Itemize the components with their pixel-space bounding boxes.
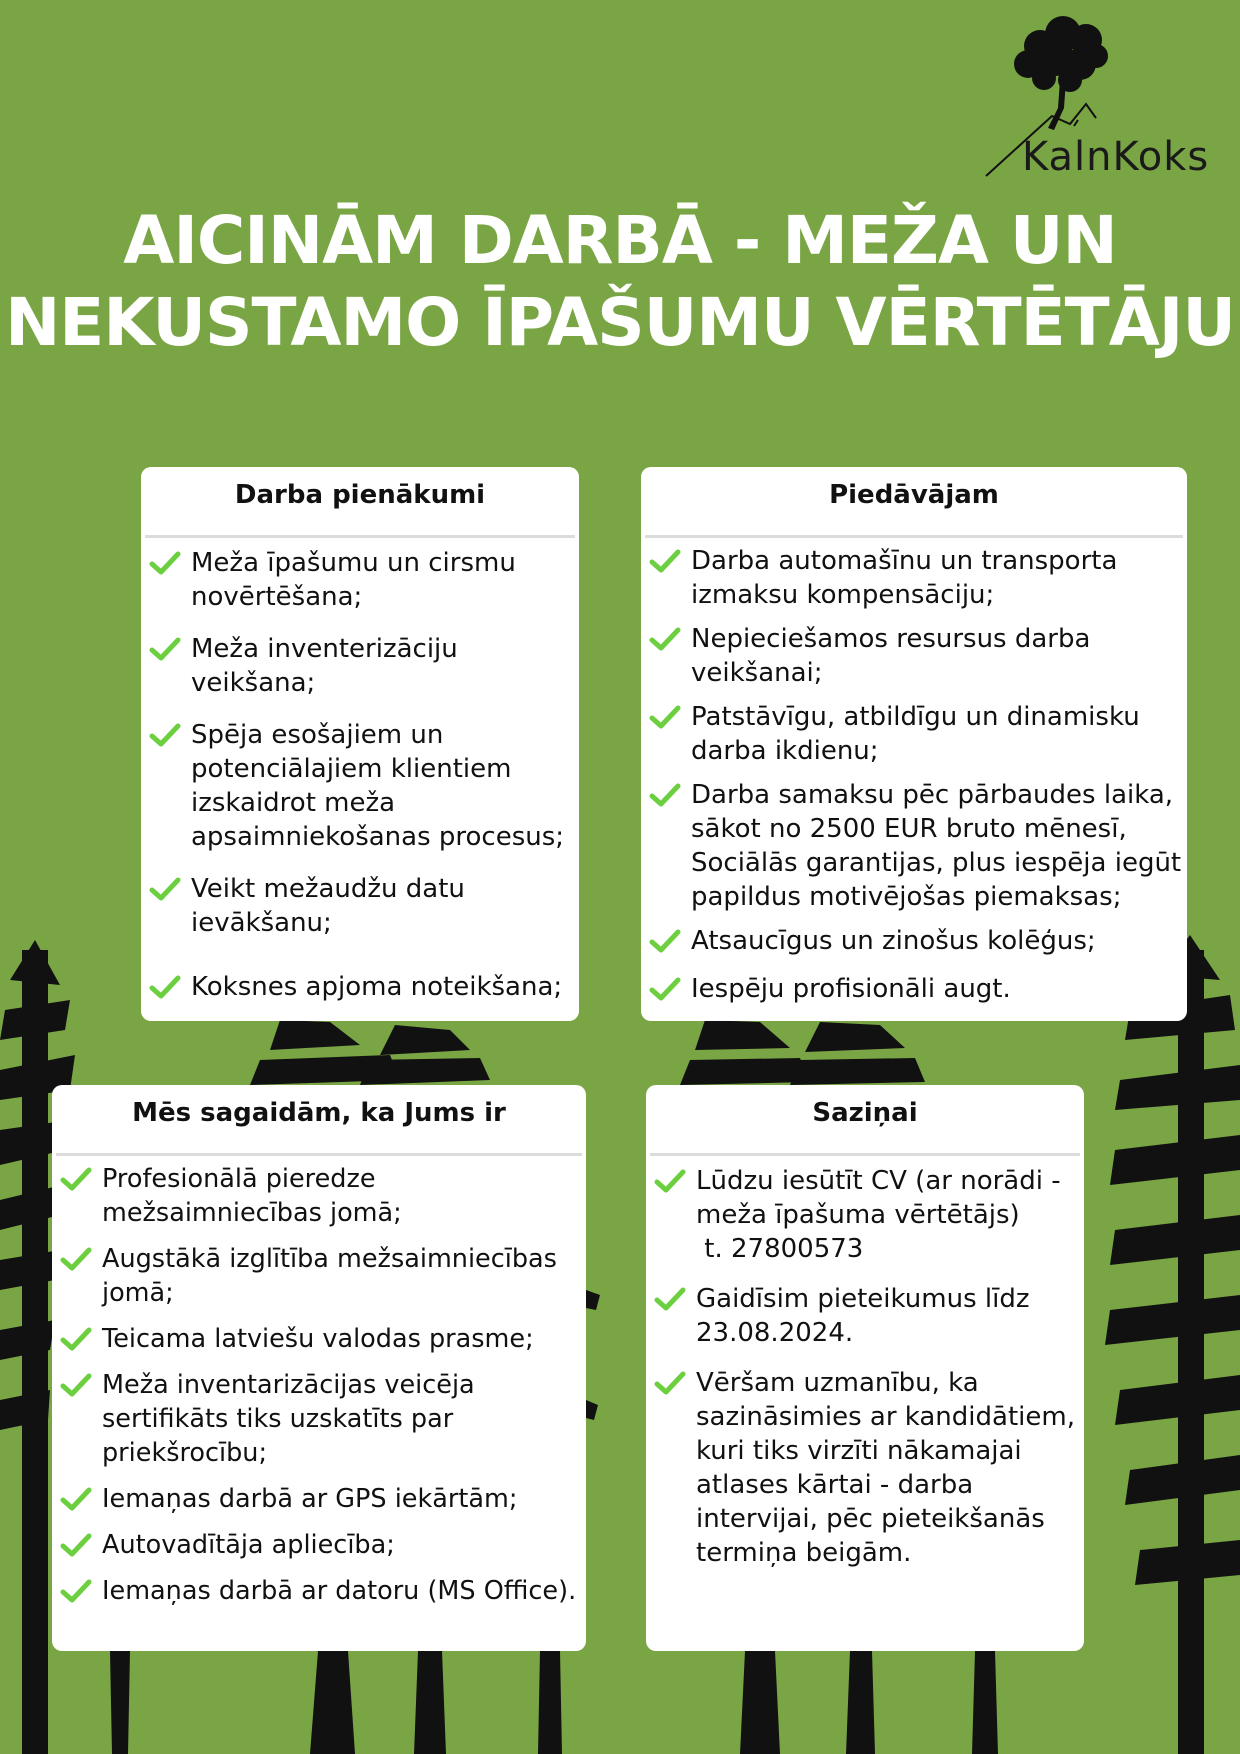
item-text: izskaidrot meža <box>191 788 396 818</box>
check-icon <box>649 626 681 652</box>
item-text: mežsaimniecības jomā; <box>102 1198 402 1228</box>
check-icon <box>149 974 181 1000</box>
requirements-list <box>52 1156 586 1608</box>
check-icon <box>649 704 681 730</box>
title-line-2: NEKUSTAMO ĪPAŠUMU VĒRTĒTĀJU <box>5 284 1235 361</box>
check-icon <box>60 1486 92 1512</box>
list-item <box>641 700 1179 768</box>
list-item <box>141 872 569 940</box>
list-item <box>141 970 569 1004</box>
check-icon <box>649 548 681 574</box>
duties-card <box>141 467 579 1021</box>
list-item <box>52 1482 580 1516</box>
check-icon <box>60 1372 92 1398</box>
item-text: Koksnes apjoma noteikšana; <box>191 972 563 1002</box>
item-text: kuri tiks virzīti nākamajai <box>696 1436 1022 1466</box>
check-icon <box>649 928 681 954</box>
item-text: termiņa beigām. <box>696 1538 912 1568</box>
item-text: Darba samaksu pēc pārbaudes laika, <box>691 780 1174 810</box>
item-text: intervijai, pēc pieteikšanās <box>696 1504 1045 1534</box>
item-text: Meža īpašumu un cirsmu <box>191 548 516 578</box>
item-text: Iemaņas darbā ar GPS iekārtām; <box>102 1484 518 1514</box>
item-text: sākot no 2500 EUR bruto mēnesī, <box>691 814 1127 844</box>
item-text: Atsaucīgus un zinošus kolēģus; <box>691 926 1096 956</box>
list-item <box>141 718 569 854</box>
item-text: Teicama latviešu valodas prasme; <box>102 1324 534 1354</box>
title-line-1: AICINĀM DARBĀ - MEŽA UN <box>123 202 1117 279</box>
item-text: jomā; <box>102 1278 174 1308</box>
list-item <box>646 1366 1074 1570</box>
item-text: meža īpašuma vērtētājs) <box>696 1200 1020 1230</box>
item-text: izmaksu kompensāciju; <box>691 580 995 610</box>
list-item <box>52 1322 580 1356</box>
list-item <box>52 1368 580 1470</box>
item-text: Darba automašīnu un transporta <box>691 546 1118 576</box>
item-text: sazināsimies ar kandidātiem, <box>696 1402 1075 1432</box>
list-item <box>141 546 569 614</box>
card-title: Piedāvājam <box>645 467 1183 538</box>
item-text: ievākšanu; <box>191 908 332 938</box>
list-item <box>641 544 1179 612</box>
list-item <box>641 924 1179 958</box>
item-text: Autovadītāja apliecība; <box>102 1530 395 1560</box>
item-text: Sociālās garantijas, plus iespēja iegūt <box>691 848 1182 878</box>
list-item <box>646 1164 1074 1266</box>
offer-card <box>641 467 1187 1021</box>
item-text: Augstākā izglītība mežsaimniecības <box>102 1244 557 1274</box>
list-item <box>641 622 1179 690</box>
item-text: Profesionālā pieredze <box>102 1164 376 1194</box>
check-icon <box>649 976 681 1002</box>
item-text: Lūdzu iesūtīt CV (ar norādi - <box>696 1166 1061 1196</box>
list-item <box>641 972 1179 1006</box>
duties-list <box>141 538 579 1004</box>
check-icon <box>60 1578 92 1604</box>
check-icon <box>649 782 681 808</box>
item-text: veikšana; <box>191 668 316 698</box>
brand-logo: KalnKoks <box>1022 134 1210 180</box>
check-icon <box>149 550 181 576</box>
item-text: Meža inventerizāciju <box>191 634 458 664</box>
check-icon <box>60 1246 92 1272</box>
card-title: Mēs sagaidām, ka Jums ir <box>56 1085 582 1156</box>
item-text: Iespēju profisionāli augt. <box>691 974 1011 1004</box>
item-text: Meža inventarizācijas veicēja <box>102 1370 475 1400</box>
check-icon <box>60 1532 92 1558</box>
check-icon <box>149 722 181 748</box>
item-text: priekšrocību; <box>102 1438 268 1468</box>
list-item <box>141 632 569 700</box>
item-text: potenciālajiem klientiem <box>191 754 512 784</box>
deadline-date: 23.08.2024. <box>696 1318 854 1348</box>
item-text: Patstāvīgu, atbildīgu un dinamisku <box>691 702 1140 732</box>
list-item <box>52 1242 580 1310</box>
item-text: Gaidīsim pieteikumus līdz <box>696 1284 1030 1314</box>
check-icon <box>654 1370 686 1396</box>
list-item <box>52 1162 580 1230</box>
check-icon <box>149 636 181 662</box>
list-item <box>641 778 1182 914</box>
item-text: veikšanai; <box>691 658 823 688</box>
item-text: Nepieciešamos resursus darba <box>691 624 1091 654</box>
phone-number: t. 27800573 <box>696 1234 864 1264</box>
check-icon <box>149 876 181 902</box>
item-text: papildus motivējošas piemaksas; <box>691 882 1122 912</box>
contact-card <box>646 1085 1084 1651</box>
offer-list <box>641 538 1187 1006</box>
item-text: apsaimniekošanas procesus; <box>191 822 565 852</box>
item-text: sertifikāts tiks uzskatīts par <box>102 1404 454 1434</box>
check-icon <box>654 1286 686 1312</box>
item-text: Spēja esošajiem un <box>191 720 444 750</box>
list-item <box>52 1574 580 1608</box>
item-text: Iemaņas darbā ar datoru (MS Office). <box>102 1576 577 1606</box>
list-item <box>646 1282 1074 1350</box>
check-icon <box>60 1326 92 1352</box>
requirements-card <box>52 1085 586 1651</box>
item-text: atlases kārtai - darba <box>696 1470 974 1500</box>
list-item <box>52 1528 580 1562</box>
item-text: Veikt mežaudžu datu <box>191 874 465 904</box>
page-title <box>0 200 1240 364</box>
contact-list <box>646 1156 1084 1570</box>
item-text: darba ikdienu; <box>691 736 879 766</box>
check-icon <box>654 1168 686 1194</box>
item-text: Vēršam uzmanību, ka <box>696 1368 979 1398</box>
card-title: Saziņai <box>650 1085 1080 1156</box>
card-title: Darba pienākumi <box>145 467 575 538</box>
check-icon <box>60 1166 92 1192</box>
item-text: novērtēšana; <box>191 582 363 612</box>
